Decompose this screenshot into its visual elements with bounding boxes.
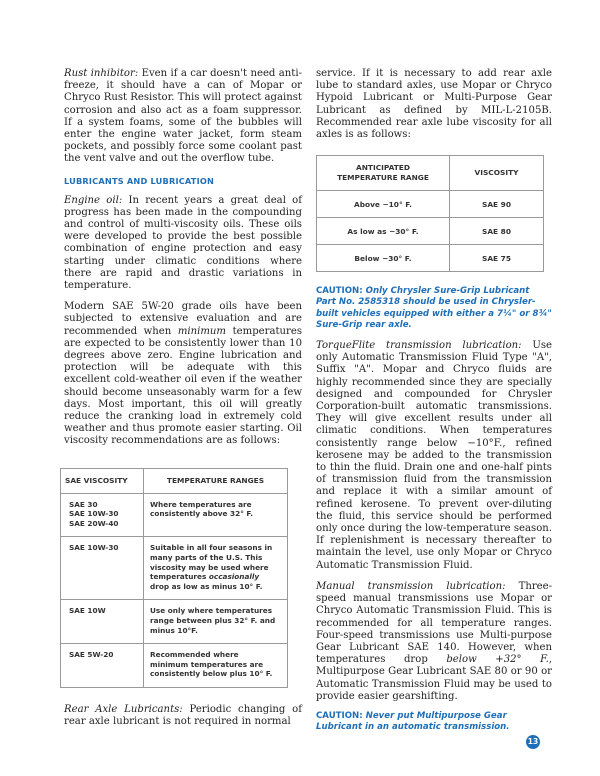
viscosity-cell: SAE 90 (450, 191, 544, 218)
caution-text: Never put Multipurpose Gear Lubricant in an automatic transmission. (316, 710, 510, 733)
range-text-occasionally: occasionally (208, 572, 260, 582)
engine-oil-text: In recent years a great deal of progress has been made in the compounding and control of multi-viscosity oils. These oils were developed to provide the best possible combination of engine protection and easy starting under climatic conditions where there are rapid and drastic variations in temperature. (64, 194, 302, 292)
viscosity-grade: SAE 30 (69, 499, 98, 509)
viscosity-cell: SAE 80 (450, 218, 544, 245)
rear-axle-text: Periodic changing of rear axle lubricant is not required in normal (64, 704, 302, 728)
table-row (61, 600, 288, 644)
range-cell: Where temperatures are consistently above 32° F. (144, 493, 288, 537)
range-cell: Below −30° F. (317, 245, 450, 272)
torqueflite-text: Use only Automatic Transmission Fluid Type "A", Suffix "A". Mopar and Chryco fluids are highly recommended since they are specially designed and compounded for Chrysler Corporation-built automatic transmissions. They will give excellent results under all climatic conditions. When temperatures consistently range below −10°F., refined kerosene may be added to the transmission to thin the fluid. Drain one and one-half pints of transmission fluid from the transmission and replace it with a similar amount of refined kerosene. To prevent over-diluting the fluid, this service should be performed only once during the low-temperature season. If replenishment is necessary thereafter to maintain the level, use only Mopar or Chryco Automatic Transmission Fluid. (316, 340, 552, 571)
sae-viscosity-header: SAE VISCOSITY (61, 468, 144, 493)
table-row (61, 493, 288, 537)
range-text-b: drop as low as minus 10° F. (150, 581, 263, 591)
viscosity-grade: SAE 20W-40 (69, 518, 119, 528)
manual-text-a: Three-speed manual transmissions use Mopar or Chryco Automatic Transmission Fluid. This is recommended for all temperature ranges. Four-speed transmissions use Multi-purpose Gear Lubricant SAE 140. However, when temperatures drop (316, 580, 552, 666)
engine-oil-label: Engine oil: (64, 194, 123, 206)
page-number-badge: 13 (526, 735, 540, 749)
range-cell: Use only where temperatures range between plus 32° F. and minus 10°F. (144, 600, 288, 644)
table-row (317, 191, 544, 218)
manual-text-b: , Multipurpose Gear Lubricant SAE 80 or 90 or Automatic Transmission Fluid may be used to provide easier gearshifting. (316, 654, 552, 702)
temperature-ranges-header: TEMPERATURE RANGES (144, 468, 288, 493)
sure-grip-caution (316, 286, 552, 331)
table-row (317, 245, 544, 272)
left-column (64, 68, 302, 728)
table-header-row (317, 156, 544, 191)
range-text-a: Suitable in all four seasons in many parts of the U.S. This viscosity may be used where temperatures (150, 543, 273, 582)
right-column (316, 68, 552, 733)
range-cell: Recommended where minimum temperatures are consistently below plus 10° F. (144, 644, 288, 688)
engine-oil-paragraph (64, 195, 302, 293)
viscosity-cell (61, 493, 144, 537)
axle-lube-table (316, 155, 544, 272)
table-header-row (61, 468, 288, 493)
oil-viscosity-table (60, 468, 288, 688)
table-row (61, 644, 288, 688)
range-cell: As low as −30° F. (317, 218, 450, 245)
manual-transmission-paragraph (316, 581, 552, 703)
viscosity-cell (61, 600, 144, 644)
viscosity-cell (61, 537, 144, 600)
range-cell (144, 537, 288, 600)
sae-text-minimum: minimum (177, 325, 227, 337)
viscosity-grade: SAE 10W-30 (69, 543, 119, 553)
sae-5w20-paragraph (64, 301, 302, 447)
range-cell: Above −10° F. (317, 191, 450, 218)
table-row (317, 218, 544, 245)
viscosity-grade: SAE 10W (69, 606, 106, 616)
rear-axle-paragraph (64, 704, 302, 728)
anticipated-temperature-header: ANTICIPATED TEMPERATURE RANGE (317, 156, 450, 191)
viscosity-cell: SAE 75 (450, 245, 544, 272)
viscosity-cell (61, 644, 144, 688)
sae-text-a: Modern SAE 5W-20 grade oils have been subjected to extensive evaluation and are recommended when (64, 301, 302, 337)
viscosity-grade: SAE 5W-20 (69, 650, 114, 660)
manual-transmission-label: Manual transmission lubrication: (316, 580, 506, 592)
rust-inhibitor-label: Rust inhibitor: (64, 68, 139, 79)
table-row (61, 537, 288, 600)
caution-label: CAUTION: (316, 286, 363, 297)
rear-axle-label: Rear Axle Lubricants: (64, 704, 183, 715)
rust-inhibitor-text: Even if a car doesn't need anti-freeze, it should have a can of Mopar or Chryco Rust Resistor. This will protect against corrosion and also act as a foam suppressor. If a system foams, some of the bubbles will enter the engine water jacket, form steam pockets, and possibly force some coolant past the vent valve and out the overflow tube. (64, 68, 302, 165)
caution-text: Only Chrysler Sure-Grip Lubricant Part No. 2585318 should be used in Chrysler-built vehicles equipped with either a 7¼" or 8¾" Sure-Grip rear axle. (316, 286, 552, 330)
torqueflite-paragraph (316, 340, 552, 572)
manual-text-below: below +32° F. (446, 654, 549, 666)
rear-axle-continued-paragraph: service. If it is necessary to add rear axle lube to standard axles, use Mopar or Chryco Hypoid Lubricant or Multi-Purpose Gear Lubricant as defined by MIL-L-2105B. Recommended rear axle lube viscosity for all axles is as follows: (316, 68, 552, 141)
viscosity-grade: SAE 10W-30 (69, 509, 119, 519)
gear-lubricant-caution (316, 711, 552, 733)
caution-label: CAUTION: (316, 710, 363, 721)
rust-inhibitor-paragraph (64, 68, 302, 166)
sae-text-b: temperatures are expected to be consistently lower than 10 degrees above zero. Engine lubrication and protection will be adequate with this excellent cold-weather oil even if the weather should become unseasonably warm for a few days. Most important, this oil will greatly reduce the cranking load in extremely cold weather and thus promote easier starting. Oil viscosity recommendations are as follows: (64, 325, 303, 447)
section-heading: LUBRICANTS AND LUBRICATION (64, 175, 215, 186)
torqueflite-label: TorqueFlite transmission lubrication: (316, 340, 522, 352)
viscosity-header: VISCOSITY (450, 156, 544, 191)
